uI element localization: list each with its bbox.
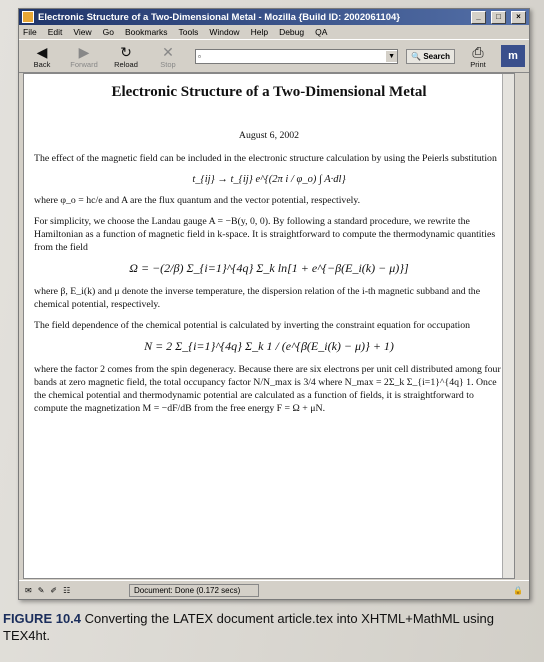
back-arrow-icon: ◀ [36, 43, 48, 60]
menu-window[interactable]: Window [209, 27, 240, 37]
page-icon: ▫ [198, 51, 201, 61]
figure-caption [3, 610, 533, 644]
menu-bar [19, 25, 529, 39]
mozilla-logo: m [501, 45, 525, 67]
menu-edit[interactable]: Edit [47, 27, 63, 37]
back-button[interactable] [23, 44, 61, 69]
back-label: Back [33, 59, 51, 69]
search-icon: 🔍 [411, 51, 422, 61]
menu-qa[interactable]: QA [315, 27, 328, 37]
paragraph-6: where the factor 2 comes from the spin degeneracy. Because there are six electrons per unit cell distributed among four bands at zero magnetic field, the total occupancy factor N/N_max is 3/4 where N_max = 2Σ_k Σ_{i=1}^{4q} 1. Once the chemical potential and thermodynamic potential are calculated as a function of fields, it is straightforward to compute the magnetization M = −dF/dB from the free energy F = Ω + μN. [34, 364, 501, 414]
paragraph-2: where φ_o = hc/e and A are the flux quantum and the vector potential, respectively. [34, 195, 361, 206]
print-button[interactable] [459, 44, 497, 69]
close-button[interactable]: × [511, 11, 526, 24]
app-icon [22, 11, 34, 23]
browser-window [18, 8, 530, 600]
reload-icon: ↻ [120, 43, 132, 60]
stop-button[interactable] [149, 44, 187, 69]
equation-2: Ω = −(2/β) Σ_{i=1}^{4q} Σ_k ln[1 + e^{−β(E_i(k) − μ)}] [129, 261, 409, 275]
menu-debug[interactable]: Debug [279, 27, 305, 37]
menu-file[interactable]: File [23, 27, 37, 37]
figure-number: FIGURE 10.4 [3, 611, 82, 626]
caption-text: Converting the LATEX document article.tex into XHTML+MathML using TEX4ht. [3, 611, 494, 643]
document-title: Electronic Structure of a Two-Dimensional Metal [111, 84, 427, 100]
status-icons [19, 586, 125, 595]
minimize-button[interactable]: _ [471, 11, 486, 24]
forward-label: Forward [70, 59, 98, 69]
printer-icon: ⎙ [472, 43, 484, 60]
mail-icon[interactable]: ✎ [37, 585, 45, 595]
equation-3: N = 2 Σ_{i=1}^{4q} Σ_k 1 / (e^{β(E_i(k) − μ)} + 1) [144, 339, 394, 353]
menu-bookmarks[interactable]: Bookmarks [124, 27, 168, 37]
stop-label: Stop [160, 59, 176, 69]
composer-icon[interactable]: ✐ [50, 585, 58, 595]
paragraph-5: The field dependence of the chemical potential is calculated by inverting the constraint equation for occupation [34, 320, 471, 331]
document-date: August 6, 2002 [238, 130, 300, 141]
equation-1: t_{ij} → t_{ij} e^{(2π i / φ_o) ∫ A·dl} [192, 174, 346, 185]
page-content [23, 73, 515, 579]
forward-arrow-icon: ▶ [78, 43, 90, 60]
navigator-icon[interactable]: ✉ [25, 585, 32, 595]
paragraph-3: For simplicity, we choose the Landau gauge A = −B(y, 0, 0). By following a standard procedure, we rewrite the Hamiltonian as a function of magnetic field in k-space. It is straightforward to compute the thermodynamic quantities from the field [34, 216, 496, 253]
url-input[interactable] [195, 49, 398, 64]
security-icon: 🔒 [513, 585, 523, 595]
vertical-scrollbar[interactable] [502, 74, 515, 578]
status-bar [19, 580, 529, 599]
status-text: Document: Done (0.172 secs) [129, 584, 259, 597]
url-dropdown-icon[interactable]: ▼ [386, 51, 397, 62]
stop-icon: ✕ [162, 43, 174, 60]
document-body [34, 86, 504, 423]
menu-tools[interactable]: Tools [178, 27, 199, 37]
paragraph-1: The effect of the magnetic field can be included in the electronic structure calculation by using the Peierls substitution [34, 153, 497, 164]
maximize-button[interactable]: □ [491, 11, 506, 24]
addressbook-icon[interactable]: ☷ [63, 585, 71, 595]
menu-view[interactable]: View [73, 27, 92, 37]
window-title: Electronic Structure of a Two-Dimensional Metal - Mozilla {Build ID: 2002061104} [38, 11, 400, 23]
title-bar [19, 9, 529, 25]
navigation-toolbar [19, 39, 529, 73]
reload-button[interactable] [107, 44, 145, 69]
paragraph-4: where β, E_i(k) and μ denote the inverse temperature, the dispersion relation of the i-th magnetic subband and the chemical potential, respectively. [34, 286, 481, 310]
search-label: Search [423, 51, 450, 61]
print-label: Print [470, 59, 486, 69]
forward-button[interactable] [65, 44, 103, 69]
reload-label: Reload [114, 59, 138, 69]
menu-help[interactable]: Help [250, 27, 269, 37]
search-button[interactable] [406, 49, 455, 64]
menu-go[interactable]: Go [102, 27, 114, 37]
